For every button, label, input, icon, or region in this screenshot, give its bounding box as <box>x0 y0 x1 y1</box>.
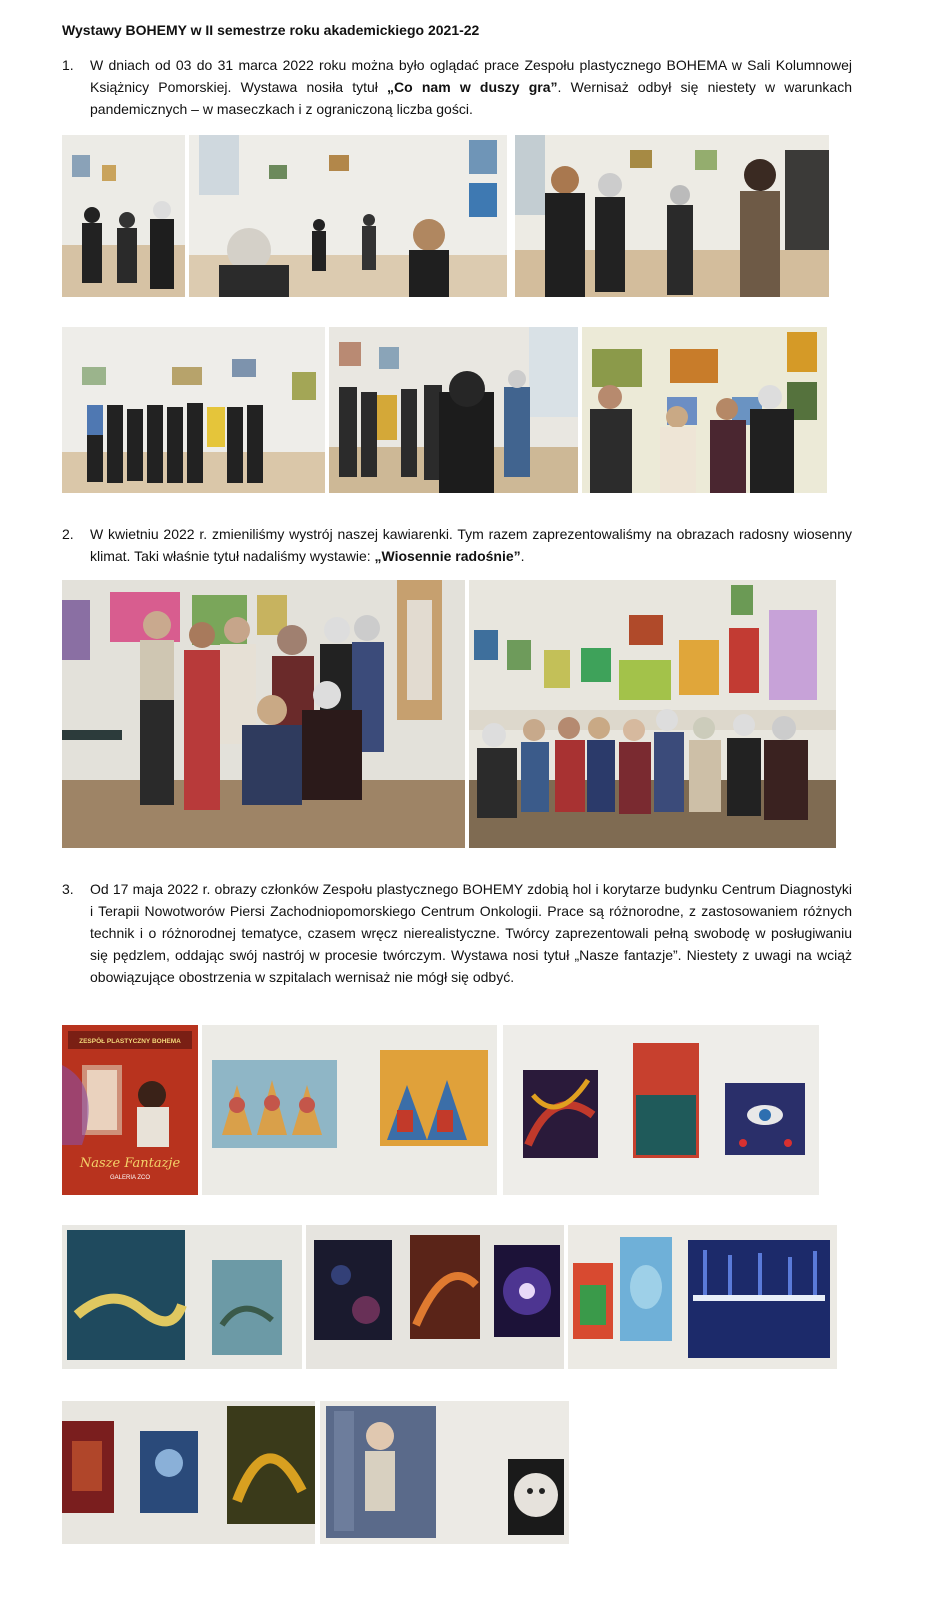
item-number: 1. <box>62 57 74 73</box>
hallway-paintings-photo-7 <box>320 1401 569 1544</box>
poster-header: ZESPÓŁ PLASTYCZNY BOHEMA <box>79 1038 181 1045</box>
page-title: Wystawy BOHEMY w II semestrze roku akademickiego 2021-22 <box>62 22 480 38</box>
opening-photo-1 <box>62 135 185 297</box>
exhibition-item-1 <box>62 54 852 120</box>
item-number: 3. <box>62 881 74 897</box>
hallway-paintings-photo-1 <box>202 1025 497 1195</box>
opening-photo-3 <box>515 135 829 297</box>
opening-photo-2 <box>189 135 507 297</box>
opening-photo-4 <box>62 327 325 493</box>
item-text: W kwietniu 2022 r. zmieniliśmy wystrój naszej kawiarenki. Tym razem zaprezentowaliśmy na obrazach radosny wiosenny klimat. Taki właśnie tytuł nadaliśmy wystawie: „Wiosennie radośnie”. <box>90 526 852 564</box>
poster-sub: GALERIA ZCO <box>109 1175 151 1181</box>
item-text: W dniach od 03 do 31 marca 2022 roku można było oglądać prace Zespołu plastycznego BOHEMA w Sali Kolumnowej Książnicy Pomorskiej. Wystawa nosiła tytuł „Co nam w duszy gra”. Wernisaż odbył się niestety w warunkach pandemicznych – w maseczkach i z ograniczoną liczba gości. <box>90 57 852 117</box>
hallway-paintings-photo-4 <box>306 1225 564 1369</box>
hallway-paintings-photo-6 <box>62 1401 315 1544</box>
exhibition-title: „Co nam w duszy gra” <box>387 79 558 95</box>
poster-script-title: Nasze Fantazje <box>79 1156 181 1171</box>
exhibition-title: „Wiosennie radośnie” <box>374 548 521 564</box>
item-number: 2. <box>62 526 74 542</box>
exhibition-item-2 <box>62 523 852 567</box>
opening-photo-6 <box>582 327 827 493</box>
opening-photo-5 <box>329 327 578 493</box>
cafe-group-photo-2 <box>469 580 836 848</box>
item-text: Od 17 maja 2022 r. obrazy członków Zespołu plastycznego BOHEMY zdobią hol i korytarze budynku Centrum Diagnostyki i Terapii Nowotworów Piersi Zachodniopomorskiego Centrum Onkologii. Prace są różnorodne, z zastosowaniem różnych technik i o różnorodnej tematyce, czasem wręcz nierealistyczne. Twórcy zaprezentowali pełną swobodę w posługiwaniu się pędzlem, oddając swój nastrój w procesie twórczym. Wystawa nosi tytuł „Nasze fantazje”. Niestety z uwagi na wciąż obowiązujące obostrzenia w szpitalach wernisaż nie mógł się odbyć. <box>90 881 852 985</box>
cafe-group-photo-1 <box>62 580 465 848</box>
exhibition-poster <box>62 1025 198 1195</box>
exhibition-item-3 <box>62 878 852 988</box>
hallway-paintings-photo-2 <box>503 1025 819 1195</box>
hallway-paintings-photo-5 <box>568 1225 837 1369</box>
hallway-paintings-photo-3 <box>62 1225 302 1369</box>
